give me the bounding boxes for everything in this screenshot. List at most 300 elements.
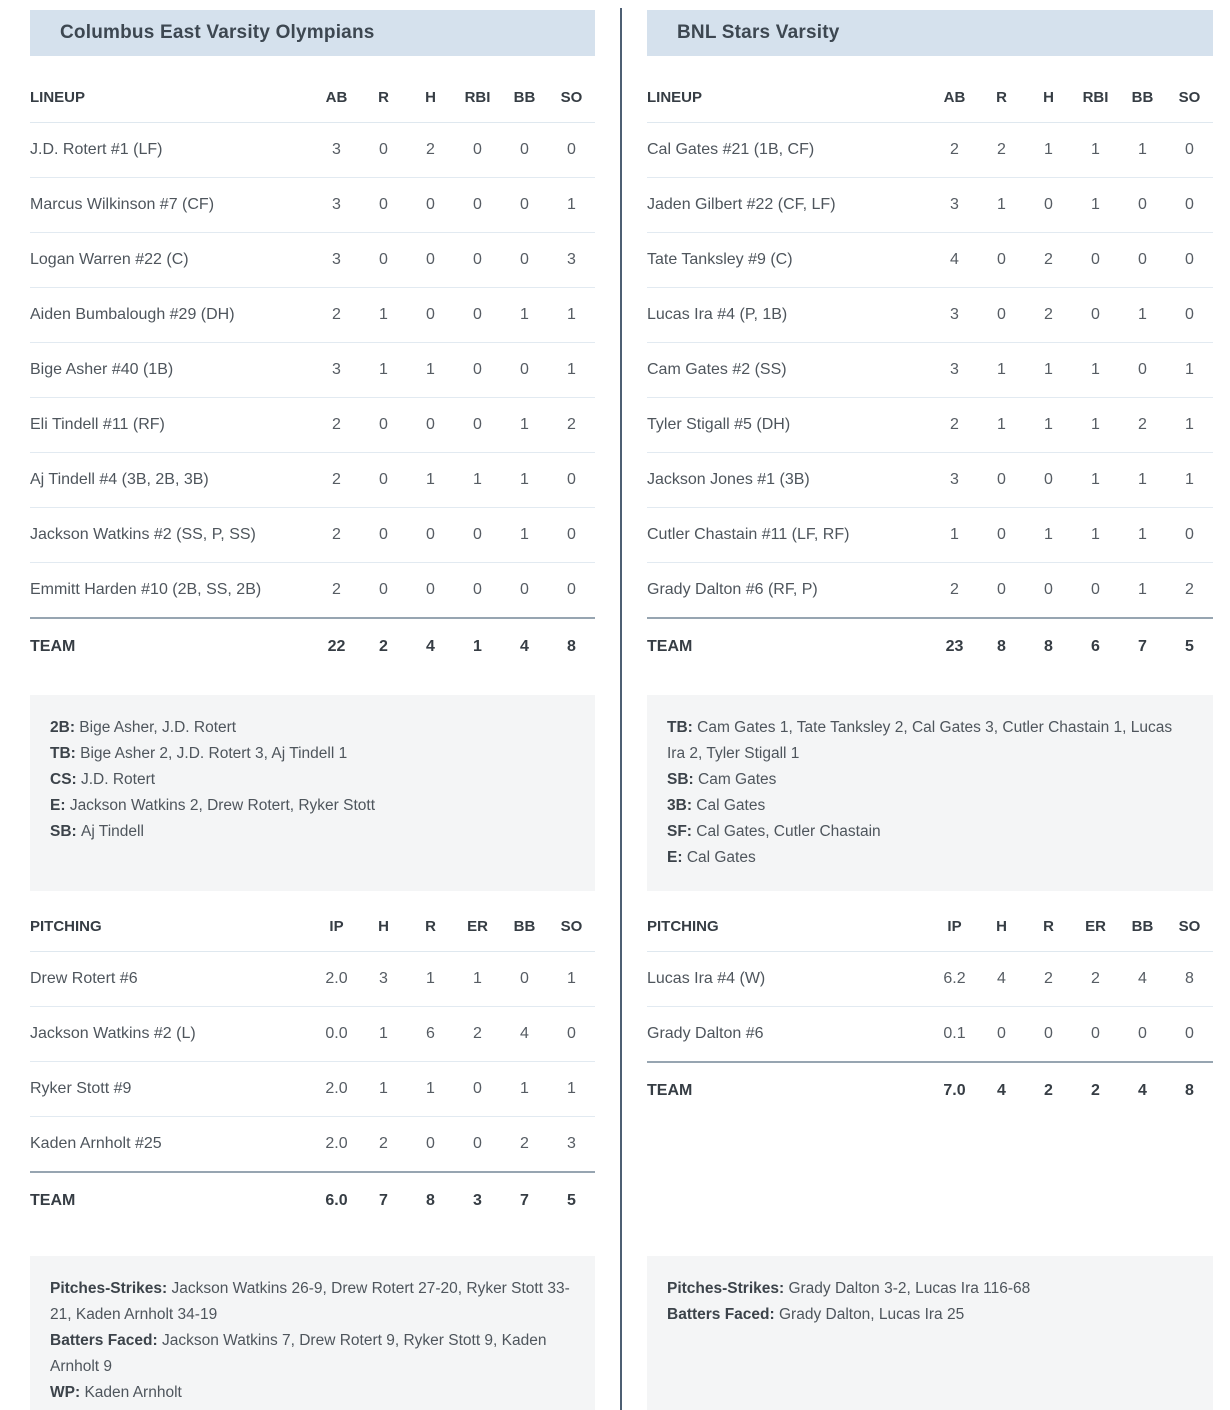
player-row — [647, 178, 1213, 233]
stat-value: 1 — [1025, 508, 1072, 563]
stat-column-header: BB — [501, 56, 548, 123]
stat-value: 1 — [978, 398, 1025, 453]
team-total-label: TEAM — [30, 618, 313, 675]
stat-value: 2 — [454, 1007, 501, 1062]
stat-column-header: BB — [501, 891, 548, 952]
stat-value: 0 — [1166, 233, 1213, 288]
stat-value: 2.0 — [313, 952, 360, 1007]
stat-value: 3 — [313, 178, 360, 233]
stat-value: 1 — [1072, 508, 1119, 563]
stat-value: 0 — [501, 343, 548, 398]
team-header-bar — [30, 10, 595, 56]
stat-value: 1 — [548, 288, 595, 343]
stat-value: 0 — [567, 581, 576, 598]
stat-value: 0 — [548, 123, 595, 178]
player-row — [647, 508, 1213, 563]
player-name: Tate Tanksley #9 (C) — [647, 233, 931, 288]
note-text: Jackson Watkins 26-9, Drew Rotert 27-20, Ryker Stott 33-21, Kaden Arnholt 34-19 — [50, 1280, 570, 1323]
stat-value: 0 — [407, 398, 454, 453]
note-text: Cal Gates — [696, 797, 766, 814]
stat-value: 2 — [520, 1135, 529, 1152]
stat-value: 2 — [313, 508, 360, 563]
stat-value: 1 — [978, 178, 1025, 233]
player-name: J.D. Rotert #1 (LF) — [30, 123, 313, 178]
stat-value: 2 — [978, 123, 1025, 178]
note-label: TB: — [50, 745, 81, 762]
stat-value: 0 — [1119, 178, 1166, 233]
note-text: Kaden Arnholt — [84, 1384, 182, 1401]
stat-value: 1 — [1119, 123, 1166, 178]
note-line — [50, 767, 575, 793]
header-row — [30, 56, 595, 123]
stat-value: 2.0 — [313, 1062, 360, 1117]
stat-value: 2 — [931, 123, 978, 178]
stat-column-header: RBI — [454, 56, 501, 123]
stat-column-header: ER — [1072, 891, 1119, 952]
stat-value: 1 — [407, 952, 454, 1007]
note-label: TB: — [667, 719, 698, 736]
stat-value: 3 — [313, 123, 360, 178]
team-total-value: 6 — [1072, 618, 1119, 675]
stat-value: 0 — [473, 1135, 482, 1152]
stat-value: 0 — [1025, 178, 1072, 233]
stat-column-header: R — [978, 56, 1025, 123]
table-section-label: LINEUP — [647, 56, 931, 123]
stat-value: 2 — [1119, 398, 1166, 453]
note-text: Bige Asher 2, J.D. Rotert 3, Aj Tindell 1 — [80, 745, 348, 762]
player-name: Jackson Jones #1 (3B) — [647, 453, 931, 508]
stat-column-header: SO — [548, 891, 595, 952]
note-line — [667, 715, 1193, 767]
stat-value: 1 — [1138, 581, 1147, 598]
header-row — [647, 56, 1213, 123]
stat-value: 1 — [407, 343, 454, 398]
stat-column-header: AB — [313, 56, 360, 123]
player-name: Bige Asher #40 (1B) — [30, 343, 313, 398]
team-total-value: 22 — [313, 618, 360, 675]
pitching-notes-box — [647, 1256, 1213, 1410]
stat-value: 1 — [548, 343, 595, 398]
stat-value: 2 — [313, 453, 360, 508]
player-row — [30, 1117, 595, 1173]
stat-column-header: BB — [1119, 891, 1166, 952]
stat-value: 0 — [501, 178, 548, 233]
team-total-value: 4 — [1119, 1062, 1166, 1119]
player-row — [30, 508, 595, 563]
note-line — [50, 741, 575, 767]
stat-value: 1 — [1119, 508, 1166, 563]
stat-column-header: IP — [313, 891, 360, 952]
note-line — [667, 819, 1193, 845]
stat-value: 0 — [1166, 178, 1213, 233]
stat-value: 0 — [454, 343, 501, 398]
stat-value: 2 — [379, 1135, 388, 1152]
player-row — [30, 233, 595, 288]
stat-value: 1 — [501, 288, 548, 343]
stat-value: 3 — [931, 343, 978, 398]
header-row — [647, 891, 1213, 952]
team-total-value: 8 — [1025, 618, 1072, 675]
player-row — [30, 563, 595, 619]
player-row — [647, 1007, 1213, 1063]
note-text: Bige Asher, J.D. Rotert — [79, 719, 237, 736]
stat-value: 0.1 — [943, 1025, 966, 1042]
team-total-label: TEAM — [30, 1172, 313, 1229]
player-name: Emmitt Harden #10 (2B, SS, 2B) — [30, 581, 262, 598]
stat-value: 0 — [1044, 1025, 1053, 1042]
stat-value: 0 — [978, 453, 1025, 508]
team-total-value: 2 — [1025, 1062, 1072, 1119]
player-name: Logan Warren #22 (C) — [30, 233, 313, 288]
stat-value: 0 — [360, 398, 407, 453]
team-total-row — [30, 1172, 595, 1229]
stat-value: 0 — [407, 178, 454, 233]
stat-value: 1 — [978, 343, 1025, 398]
team-total-value: 5 — [548, 1172, 595, 1229]
stat-value: 0 — [473, 581, 482, 598]
stat-value: 0 — [548, 453, 595, 508]
stat-value: 1 — [1072, 123, 1119, 178]
player-name: Grady Dalton #6 — [647, 1025, 764, 1042]
team-total-value: 8 — [978, 618, 1025, 675]
table-section-label: PITCHING — [30, 891, 313, 952]
stat-value: 2 — [313, 288, 360, 343]
team-total-value: 7 — [501, 1172, 548, 1229]
note-line — [50, 793, 575, 819]
team-total-value: 7.0 — [931, 1062, 978, 1119]
note-text: J.D. Rotert — [81, 771, 156, 788]
note-line — [50, 715, 575, 741]
stat-value: 3 — [360, 952, 407, 1007]
stat-value: 1 — [1025, 398, 1072, 453]
stat-value: 0 — [1138, 1025, 1147, 1042]
stat-value: 1 — [1072, 178, 1119, 233]
pitching-notes-box — [30, 1256, 595, 1410]
stat-column-header: AB — [931, 56, 978, 123]
stat-value: 2.0 — [325, 1135, 348, 1152]
stat-column-header: R — [407, 891, 454, 952]
note-label: E: — [50, 797, 70, 814]
stat-value: 0 — [1166, 508, 1213, 563]
stat-column-header: R — [360, 56, 407, 123]
stat-value: 1 — [454, 453, 501, 508]
player-row — [30, 398, 595, 453]
team-total-value: 2 — [360, 618, 407, 675]
stat-value: 1 — [1119, 453, 1166, 508]
stat-column-header: H — [360, 891, 407, 952]
player-name: Aiden Bumbalough #29 (DH) — [30, 288, 313, 343]
player-row — [30, 288, 595, 343]
player-name: Cam Gates #2 (SS) — [647, 343, 931, 398]
player-name: Kaden Arnholt #25 — [30, 1135, 162, 1152]
stat-value: 0 — [426, 1135, 435, 1152]
stat-value: 0 — [1072, 233, 1119, 288]
stat-value: 1 — [1072, 343, 1119, 398]
player-row — [30, 1062, 595, 1117]
stat-value: 1 — [360, 1007, 407, 1062]
stat-value: 0 — [360, 178, 407, 233]
stat-value: 1 — [1119, 288, 1166, 343]
team-total-value: 3 — [454, 1172, 501, 1229]
note-text: Grady Dalton 3-2, Lucas Ira 116-68 — [788, 1280, 1031, 1297]
note-label: Batters Faced: — [50, 1332, 162, 1349]
stat-value: 1 — [1025, 343, 1072, 398]
note-text: Cam Gates 1, Tate Tanksley 2, Cal Gates 3, Cutler Chastain 1, Lucas Ira 2, Tyler Stigall 1 — [667, 719, 1173, 762]
stat-value: 0 — [1166, 288, 1213, 343]
note-label: SB: — [50, 823, 81, 840]
note-label: 3B: — [667, 797, 697, 814]
stat-value: 1 — [407, 453, 454, 508]
player-row — [30, 343, 595, 398]
team-total-value: 8 — [548, 618, 595, 675]
stat-value: 1 — [548, 1062, 595, 1117]
player-name: Aj Tindell #4 (3B, 2B, 3B) — [30, 453, 313, 508]
stat-value: 3 — [931, 178, 978, 233]
note-label: SB: — [667, 771, 698, 788]
player-name: Tyler Stigall #5 (DH) — [647, 398, 931, 453]
stat-value: 1 — [501, 453, 548, 508]
note-text: Cal Gates — [686, 849, 756, 866]
stat-value: 1 — [501, 1062, 548, 1117]
stat-value: 0 — [454, 1062, 501, 1117]
stat-value: 0 — [1119, 233, 1166, 288]
stat-value: 0 — [1044, 581, 1053, 598]
stat-value: 3 — [931, 288, 978, 343]
stat-value: 1 — [1025, 123, 1072, 178]
stat-value: 1 — [1166, 398, 1213, 453]
stat-value: 2 — [548, 398, 595, 453]
stat-value: 1 — [501, 398, 548, 453]
team-total-value: 7 — [360, 1172, 407, 1229]
player-row — [30, 453, 595, 508]
stat-column-header: ER — [454, 891, 501, 952]
stat-value: 2 — [313, 398, 360, 453]
team-header-bar — [647, 10, 1213, 56]
team-total-value: 4 — [407, 618, 454, 675]
team-total-value: 4 — [978, 1062, 1025, 1119]
stat-value: 2 — [1025, 288, 1072, 343]
stat-value: 0 — [454, 288, 501, 343]
stat-column-header: H — [978, 891, 1025, 952]
stat-value: 0 — [1166, 123, 1213, 178]
team-total-value: 8 — [1166, 1062, 1213, 1119]
stat-value: 4 — [931, 233, 978, 288]
batting-table — [647, 56, 1213, 675]
stat-value: 3 — [313, 233, 360, 288]
stat-value: 0 — [360, 233, 407, 288]
stat-value: 1 — [548, 952, 595, 1007]
note-line — [50, 1380, 575, 1406]
stat-value: 1 — [501, 508, 548, 563]
stat-value: 0 — [978, 288, 1025, 343]
table-section-label: LINEUP — [30, 56, 313, 123]
stat-value: 0 — [1072, 288, 1119, 343]
stat-value: 3 — [548, 233, 595, 288]
player-name: Eli Tindell #11 (RF) — [30, 398, 313, 453]
stat-value: 0 — [454, 398, 501, 453]
note-line — [50, 819, 575, 845]
stat-value: 0 — [501, 123, 548, 178]
stat-value: 0 — [1091, 1025, 1100, 1042]
player-row — [647, 123, 1213, 178]
stat-value: 4 — [978, 952, 1025, 1007]
stat-value: 0 — [454, 508, 501, 563]
team-title: BNL Stars Varsity — [677, 22, 840, 43]
note-label: WP: — [50, 1384, 85, 1401]
team-total-value: 6.0 — [313, 1172, 360, 1229]
stat-value: 0 — [548, 1007, 595, 1062]
note-line — [667, 767, 1193, 793]
stat-value: 2 — [1185, 581, 1194, 598]
note-label: CS: — [50, 771, 81, 788]
note-text: Cal Gates, Cutler Chastain — [696, 823, 881, 840]
player-row — [30, 123, 595, 178]
note-line — [667, 1276, 1193, 1302]
team-column-away — [622, 0, 1230, 1410]
stat-value: 0 — [1091, 581, 1100, 598]
player-row — [30, 178, 595, 233]
stat-value: 0 — [1025, 453, 1072, 508]
player-name: Cal Gates #21 (1B, CF) — [647, 123, 931, 178]
stat-value: 1 — [548, 178, 595, 233]
player-row — [647, 453, 1213, 508]
team-total-label: TEAM — [647, 1062, 931, 1119]
stat-value: 6.2 — [931, 952, 978, 1007]
pitching-table — [647, 891, 1213, 1119]
team-total-value: 4 — [501, 618, 548, 675]
stat-value: 0 — [978, 508, 1025, 563]
stat-column-header: H — [407, 56, 454, 123]
note-line — [667, 1302, 1193, 1328]
note-text: Jackson Watkins 7, Drew Rotert 9, Ryker Stott 9, Kaden Arnholt 9 — [50, 1332, 547, 1375]
team-total-value: 1 — [454, 618, 501, 675]
note-line — [667, 845, 1193, 871]
note-text: Jackson Watkins 2, Drew Rotert, Ryker Stott — [69, 797, 376, 814]
note-text: Aj Tindell — [81, 823, 144, 840]
stat-value: 0 — [407, 288, 454, 343]
stat-column-header: RBI — [1072, 56, 1119, 123]
stat-value: 1 — [454, 952, 501, 1007]
stat-value: 0 — [997, 581, 1006, 598]
stat-value: 3 — [931, 453, 978, 508]
player-name: Marcus Wilkinson #7 (CF) — [30, 178, 313, 233]
note-label: Pitches-Strikes: — [50, 1280, 172, 1297]
stat-value: 2 — [332, 581, 341, 598]
stat-value: 3 — [313, 343, 360, 398]
stat-value: 0 — [548, 508, 595, 563]
team-total-label: TEAM — [647, 618, 931, 675]
stat-column-header: BB — [1119, 56, 1166, 123]
player-row — [30, 952, 595, 1007]
team-total-value: 5 — [1166, 618, 1213, 675]
player-name: Jaden Gilbert #22 (CF, LF) — [647, 178, 931, 233]
stat-value: 1 — [360, 343, 407, 398]
team-total-row — [647, 1062, 1213, 1119]
note-line — [50, 1276, 575, 1328]
player-row — [647, 288, 1213, 343]
player-row — [647, 398, 1213, 453]
header-row — [30, 891, 595, 952]
stat-value: 6 — [407, 1007, 454, 1062]
note-label: 2B: — [50, 719, 80, 736]
player-name: Jackson Watkins #2 (L) — [30, 1007, 313, 1062]
team-total-value: 8 — [407, 1172, 454, 1229]
stat-column-header: H — [1025, 56, 1072, 123]
stat-value: 0 — [501, 233, 548, 288]
player-row — [647, 233, 1213, 288]
stat-value: 0 — [360, 508, 407, 563]
player-name: Drew Rotert #6 — [30, 952, 313, 1007]
stat-value: 4 — [1119, 952, 1166, 1007]
stat-value: 2 — [1072, 952, 1119, 1007]
note-label: Batters Faced: — [667, 1306, 779, 1323]
stat-value: 0 — [978, 233, 1025, 288]
stat-value: 1 — [1166, 343, 1213, 398]
stat-value: 0 — [454, 178, 501, 233]
stat-value: 0.0 — [313, 1007, 360, 1062]
stat-column-header: SO — [548, 56, 595, 123]
stat-value: 0 — [426, 581, 435, 598]
stat-value: 4 — [501, 1007, 548, 1062]
player-name: Ryker Stott #9 — [30, 1062, 313, 1117]
stat-value: 2 — [407, 123, 454, 178]
player-row — [647, 343, 1213, 398]
batting-table — [30, 56, 595, 675]
stat-value: 0 — [501, 952, 548, 1007]
pitching-table — [30, 891, 595, 1229]
stat-value: 1 — [931, 508, 978, 563]
stat-value: 0 — [454, 123, 501, 178]
note-text: Cam Gates — [698, 771, 777, 788]
stat-value: 0 — [1119, 343, 1166, 398]
stat-value: 1 — [360, 288, 407, 343]
player-row — [647, 563, 1213, 619]
stat-value: 1 — [407, 1062, 454, 1117]
team-total-row — [30, 618, 595, 675]
stat-value: 2 — [931, 398, 978, 453]
player-name: Cutler Chastain #11 (LF, RF) — [647, 508, 931, 563]
team-total-value: 2 — [1072, 1062, 1119, 1119]
team-total-value: 7 — [1119, 618, 1166, 675]
stat-value: 0 — [997, 1025, 1006, 1042]
stat-value: 0 — [520, 581, 529, 598]
stat-value: 2 — [1025, 952, 1072, 1007]
stat-value: 2 — [1025, 233, 1072, 288]
stat-value: 1 — [360, 1062, 407, 1117]
stat-value: 0 — [360, 123, 407, 178]
stat-value: 0 — [454, 233, 501, 288]
team-total-value: 23 — [931, 618, 978, 675]
team-total-row — [647, 618, 1213, 675]
stat-value: 0 — [407, 508, 454, 563]
stat-value: 0 — [360, 453, 407, 508]
stat-value: 1 — [1166, 453, 1213, 508]
stat-value: 2 — [950, 581, 959, 598]
note-label: Pitches-Strikes: — [667, 1280, 789, 1297]
player-name: Lucas Ira #4 (P, 1B) — [647, 288, 931, 343]
table-section-label: PITCHING — [647, 891, 931, 952]
stat-value: 8 — [1166, 952, 1213, 1007]
player-name: Jackson Watkins #2 (SS, P, SS) — [30, 508, 313, 563]
player-row — [647, 952, 1213, 1007]
note-line — [50, 1328, 575, 1380]
player-row — [30, 1007, 595, 1062]
stat-value: 3 — [567, 1135, 576, 1152]
note-label: SF: — [667, 823, 697, 840]
note-label: E: — [667, 849, 687, 866]
player-name: Grady Dalton #6 (RF, P) — [647, 581, 818, 598]
note-text: Grady Dalton, Lucas Ira 25 — [778, 1306, 965, 1323]
